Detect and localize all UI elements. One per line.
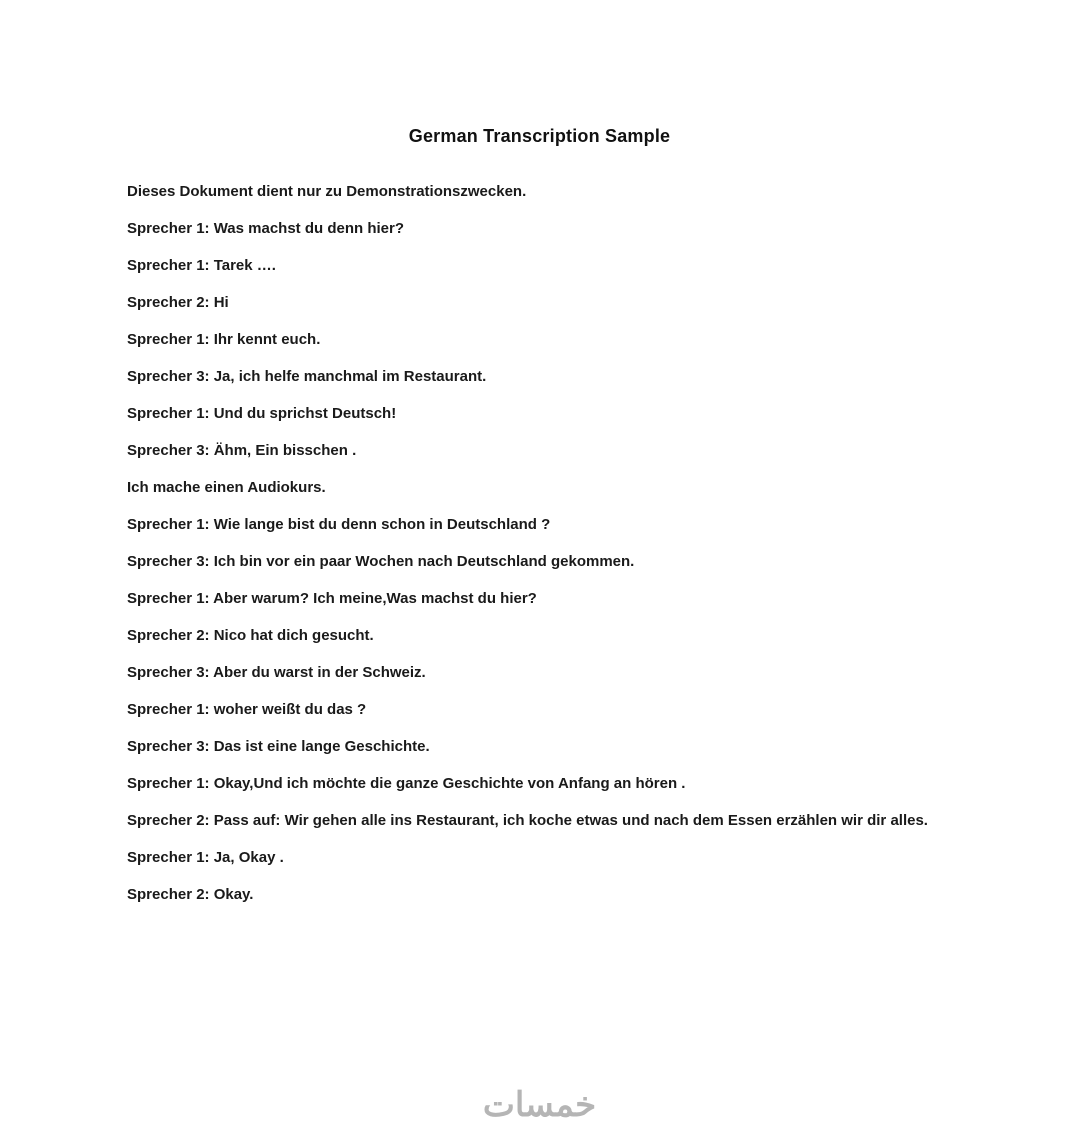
transcript-body — [0, 181, 1079, 905]
transcript-line: Sprecher 1: Und du sprichst Deutsch! — [127, 405, 397, 422]
transcript-line: Ich mache einen Audiokurs. — [127, 479, 326, 496]
transcript-line: Sprecher 3: Aber du warst in der Schweiz. — [127, 664, 426, 681]
page-title: German Transcription Sample — [408, 126, 671, 146]
transcript-line: Sprecher 2: Pass auf: Wir gehen alle ins Restaurant, ich koche etwas und nach dem Essen erzählen wir dir alles. — [127, 812, 928, 829]
transcript-line: Sprecher 3: Ich bin vor ein paar Wochen nach Deutschland gekommen. — [127, 553, 635, 570]
transcript-line: Sprecher 1: Ihr kennt euch. — [127, 331, 321, 348]
transcript-line: Sprecher 1: woher weißt du das ? — [127, 701, 367, 718]
transcript-line: Sprecher 1: Tarek …. — [127, 257, 276, 274]
transcript-line: Sprecher 3: Ja, ich helfe manchmal im Restaurant. — [127, 368, 487, 385]
transcript-line: Sprecher 3: Das ist eine lange Geschichte. — [127, 738, 430, 755]
transcript-line: Sprecher 1: Wie lange bist du denn schon in Deutschland ? — [127, 516, 551, 533]
transcript-line: Sprecher 1: Aber warum? Ich meine,Was machst du hier? — [127, 590, 537, 607]
transcript-line: Sprecher 2: Hi — [127, 294, 229, 311]
intro-line: Dieses Dokument dient nur zu Demonstrationszwecken. — [127, 183, 527, 200]
transcript-line: Sprecher 2: Okay. — [127, 886, 254, 903]
transcript-line: Sprecher 1: Okay,Und ich möchte die ganze Geschichte von Anfang an hören . — [127, 775, 686, 792]
transcript-line: Sprecher 1: Ja, Okay . — [127, 849, 284, 866]
transcript-line: Sprecher 2: Nico hat dich gesucht. — [127, 627, 374, 644]
transcript-line: Sprecher 3: Ähm, Ein bisschen . — [127, 442, 357, 459]
transcript-line: Sprecher 1: Was machst du denn hier? — [127, 220, 405, 237]
khamsat-watermark-logo: خمسات — [482, 1086, 597, 1124]
